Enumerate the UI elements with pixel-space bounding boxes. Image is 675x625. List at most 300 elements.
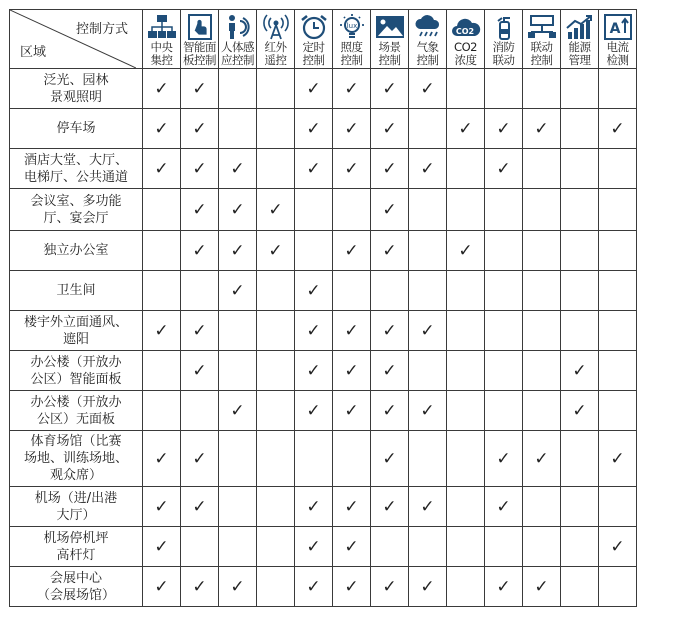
column-label xyxy=(143,41,180,67)
check-mark: ✓ xyxy=(154,159,169,179)
check-cell xyxy=(599,109,637,149)
table-row xyxy=(10,271,637,311)
area-label-line: 电梯厅、公共通道 xyxy=(23,169,128,185)
table-row xyxy=(10,149,637,189)
check-cell xyxy=(561,431,599,487)
check-mark: ✓ xyxy=(344,537,359,557)
check-cell xyxy=(447,231,485,271)
check-cell xyxy=(371,271,409,311)
check-mark: ✓ xyxy=(382,321,397,341)
check-mark: ✓ xyxy=(344,361,359,381)
check-cell xyxy=(447,311,485,351)
column-label-line2: 控制 xyxy=(378,52,401,67)
check-cell xyxy=(409,351,447,391)
check-mark: ✓ xyxy=(534,449,549,469)
check-mark: ✓ xyxy=(610,449,625,469)
check-cell xyxy=(257,271,295,311)
check-cell xyxy=(143,311,181,351)
check-cell xyxy=(561,391,599,431)
check-cell xyxy=(219,391,257,431)
check-cell xyxy=(523,149,561,189)
check-cell xyxy=(447,391,485,431)
corner-top-label: 控制方式 xyxy=(75,22,128,37)
check-cell xyxy=(333,487,371,527)
column-header-landscape xyxy=(371,10,409,69)
check-mark: ✓ xyxy=(230,241,245,261)
check-mark: ✓ xyxy=(382,119,397,139)
check-mark: ✓ xyxy=(344,79,359,99)
column-label-line2: 遥控 xyxy=(264,52,287,67)
check-cell xyxy=(485,109,523,149)
column-label xyxy=(485,41,522,67)
check-cell xyxy=(523,391,561,431)
check-mark: ✓ xyxy=(192,79,207,99)
check-cell xyxy=(181,271,219,311)
check-mark: ✓ xyxy=(382,79,397,99)
check-mark: ✓ xyxy=(496,577,511,597)
check-cell xyxy=(295,431,333,487)
column-label-line2: 检测 xyxy=(606,52,629,67)
check-cell xyxy=(143,149,181,189)
motion-sensor-icon xyxy=(223,14,253,40)
check-cell xyxy=(561,271,599,311)
check-cell xyxy=(219,527,257,567)
touch-panel-icon xyxy=(185,14,215,40)
check-cell xyxy=(333,391,371,431)
area-cell xyxy=(10,69,143,109)
check-mark: ✓ xyxy=(382,159,397,179)
check-cell xyxy=(295,311,333,351)
area-cell xyxy=(10,567,143,607)
check-cell xyxy=(523,431,561,487)
check-cell xyxy=(523,231,561,271)
column-label-line2: 浓度 xyxy=(454,52,477,67)
check-cell xyxy=(371,351,409,391)
column-header-co2 xyxy=(447,10,485,69)
fire-extinguisher-icon xyxy=(489,14,519,40)
check-mark: ✓ xyxy=(230,401,245,421)
check-cell xyxy=(181,527,219,567)
area-label-line: 厅、宴会厅 xyxy=(43,210,109,226)
area-label-line: 办公楼（开放办 xyxy=(30,354,122,370)
check-cell xyxy=(599,311,637,351)
svg-text:CO2: CO2 xyxy=(455,26,474,36)
column-header-linkage xyxy=(523,10,561,69)
column-header-energy-chart xyxy=(561,10,599,69)
check-cell xyxy=(143,231,181,271)
check-mark: ✓ xyxy=(458,119,473,139)
check-cell xyxy=(599,431,637,487)
check-mark: ✓ xyxy=(230,159,245,179)
check-cell xyxy=(143,69,181,109)
area-label-line: 场地、训练场地、 xyxy=(23,451,128,466)
area-label-line: 体育场馆（比赛 xyxy=(30,434,122,449)
check-cell xyxy=(333,431,371,487)
check-cell xyxy=(295,231,333,271)
check-cell xyxy=(485,391,523,431)
check-cell xyxy=(181,149,219,189)
check-mark: ✓ xyxy=(496,497,511,517)
check-mark: ✓ xyxy=(154,321,169,341)
table-row xyxy=(10,311,637,351)
corner-bottom-label: 区域 xyxy=(20,45,47,60)
check-mark: ✓ xyxy=(610,537,625,557)
column-label-line2: 管理 xyxy=(568,52,591,67)
check-cell xyxy=(295,69,333,109)
area-label-line: （会展场馆） xyxy=(36,587,115,603)
check-cell xyxy=(257,487,295,527)
check-cell xyxy=(257,69,295,109)
check-cell xyxy=(219,231,257,271)
area-label-line: 机场（进/出港 xyxy=(34,490,118,506)
column-label-line1: CO2 xyxy=(454,39,477,54)
check-mark: ✓ xyxy=(382,241,397,261)
table-row xyxy=(10,109,637,149)
table-row xyxy=(10,431,637,487)
check-mark: ✓ xyxy=(496,159,511,179)
check-mark: ✓ xyxy=(192,577,207,597)
check-cell xyxy=(409,271,447,311)
check-cell xyxy=(523,271,561,311)
column-label-line1: 场景 xyxy=(378,39,401,54)
check-mark: ✓ xyxy=(382,497,397,517)
check-mark: ✓ xyxy=(534,577,549,597)
column-label-line2: 联动 xyxy=(492,52,515,67)
current-detect-icon xyxy=(603,14,633,40)
check-cell xyxy=(599,271,637,311)
area-label-line: 会展中心 xyxy=(49,570,102,586)
check-mark: ✓ xyxy=(306,537,321,557)
check-mark: ✓ xyxy=(268,200,283,220)
column-header-infrared xyxy=(257,10,295,69)
check-cell xyxy=(561,189,599,231)
check-mark: ✓ xyxy=(382,401,397,421)
check-cell xyxy=(333,271,371,311)
check-mark: ✓ xyxy=(192,200,207,220)
check-cell xyxy=(371,149,409,189)
check-mark: ✓ xyxy=(382,200,397,220)
check-cell xyxy=(561,149,599,189)
check-cell xyxy=(257,149,295,189)
column-label-line1: 照度 xyxy=(340,39,363,54)
area-cell xyxy=(10,109,143,149)
check-cell xyxy=(257,311,295,351)
area-label-line: 楼宇外立面通风、 xyxy=(23,314,128,330)
check-mark: ✓ xyxy=(420,321,435,341)
column-label xyxy=(561,41,598,67)
column-label-line2: 集控 xyxy=(150,52,173,67)
area-label-line: 独立办公室 xyxy=(43,243,109,258)
area-cell xyxy=(10,231,143,271)
area-label-line: 高杆灯 xyxy=(56,547,96,563)
check-cell xyxy=(561,231,599,271)
check-cell xyxy=(333,189,371,231)
column-label-line1: 中央 xyxy=(150,39,173,54)
check-mark: ✓ xyxy=(420,401,435,421)
check-cell xyxy=(257,109,295,149)
check-mark: ✓ xyxy=(306,497,321,517)
check-cell xyxy=(181,69,219,109)
column-label-line1: 气象 xyxy=(416,39,439,54)
area-label-line: 酒店大堂、大厅、 xyxy=(23,152,128,168)
check-mark: ✓ xyxy=(344,401,359,421)
check-cell xyxy=(409,527,447,567)
column-label-line1: 定时 xyxy=(302,39,325,54)
check-cell xyxy=(599,69,637,109)
column-label-line1: 能源 xyxy=(568,39,591,54)
check-cell xyxy=(181,487,219,527)
check-cell xyxy=(409,567,447,607)
column-label-line1: 电流 xyxy=(606,39,629,54)
column-label xyxy=(371,41,408,67)
check-mark: ✓ xyxy=(344,321,359,341)
check-cell xyxy=(257,567,295,607)
check-mark: ✓ xyxy=(496,119,511,139)
energy-chart-icon xyxy=(565,14,595,40)
check-cell xyxy=(295,109,333,149)
check-cell xyxy=(181,189,219,231)
check-mark: ✓ xyxy=(230,281,245,301)
check-cell xyxy=(523,311,561,351)
area-label-line: 遮阳 xyxy=(62,331,89,347)
check-cell xyxy=(447,567,485,607)
check-cell xyxy=(181,391,219,431)
check-cell xyxy=(599,391,637,431)
check-cell xyxy=(181,431,219,487)
check-cell xyxy=(371,487,409,527)
check-cell xyxy=(143,109,181,149)
check-cell xyxy=(143,391,181,431)
check-cell xyxy=(485,149,523,189)
linkage-icon xyxy=(527,14,557,40)
check-cell xyxy=(599,527,637,567)
check-cell xyxy=(409,431,447,487)
check-mark: ✓ xyxy=(192,361,207,381)
check-cell xyxy=(409,487,447,527)
check-cell xyxy=(219,189,257,231)
header-row xyxy=(10,10,637,69)
check-cell xyxy=(333,567,371,607)
check-mark: ✓ xyxy=(420,79,435,99)
check-mark: ✓ xyxy=(572,361,587,381)
corner-cell xyxy=(10,10,143,69)
check-mark: ✓ xyxy=(344,577,359,597)
area-cell xyxy=(10,487,143,527)
check-mark: ✓ xyxy=(344,119,359,139)
check-cell xyxy=(333,311,371,351)
column-header-network xyxy=(143,10,181,69)
column-label xyxy=(447,41,484,67)
check-cell xyxy=(333,231,371,271)
check-mark: ✓ xyxy=(230,577,245,597)
column-header-fire-extinguisher xyxy=(485,10,523,69)
check-cell xyxy=(371,109,409,149)
check-cell xyxy=(333,527,371,567)
check-cell xyxy=(523,109,561,149)
check-cell xyxy=(561,567,599,607)
check-mark: ✓ xyxy=(192,159,207,179)
check-mark: ✓ xyxy=(192,119,207,139)
alarm-clock-icon xyxy=(299,14,329,40)
check-cell xyxy=(219,567,257,607)
column-label-line2: 应控制 xyxy=(221,52,254,67)
check-cell xyxy=(295,391,333,431)
check-mark: ✓ xyxy=(344,159,359,179)
check-cell xyxy=(485,311,523,351)
check-cell xyxy=(181,351,219,391)
check-cell xyxy=(371,567,409,607)
area-label-line: 卫生间 xyxy=(56,283,96,298)
area-cell xyxy=(10,311,143,351)
network-icon xyxy=(147,14,177,40)
column-label-line2: 控制 xyxy=(340,52,363,67)
check-cell xyxy=(219,69,257,109)
check-cell xyxy=(143,431,181,487)
check-mark: ✓ xyxy=(344,241,359,261)
check-cell xyxy=(561,527,599,567)
check-cell xyxy=(333,109,371,149)
column-header-alarm-clock xyxy=(295,10,333,69)
column-label xyxy=(257,41,294,67)
check-cell xyxy=(143,487,181,527)
check-cell xyxy=(371,391,409,431)
check-cell xyxy=(485,567,523,607)
area-cell xyxy=(10,351,143,391)
check-cell xyxy=(523,351,561,391)
check-cell xyxy=(181,231,219,271)
column-label-line1: 联动 xyxy=(530,39,553,54)
check-cell xyxy=(409,391,447,431)
check-cell xyxy=(257,391,295,431)
co2-icon xyxy=(451,14,481,40)
check-mark: ✓ xyxy=(154,79,169,99)
check-cell xyxy=(257,351,295,391)
column-label xyxy=(333,41,370,67)
check-cell xyxy=(561,69,599,109)
check-cell xyxy=(447,149,485,189)
control-matrix-table xyxy=(9,9,637,607)
light-sensor-icon xyxy=(337,14,367,40)
check-cell xyxy=(143,527,181,567)
column-label-line2: 控制 xyxy=(416,52,439,67)
check-mark: ✓ xyxy=(572,401,587,421)
column-header-weather xyxy=(409,10,447,69)
column-header-motion-sensor xyxy=(219,10,257,69)
table-row xyxy=(10,231,637,271)
check-cell xyxy=(181,109,219,149)
area-cell xyxy=(10,431,143,487)
area-label-line: 景观照明 xyxy=(49,89,102,105)
check-cell xyxy=(257,189,295,231)
column-label xyxy=(219,41,256,67)
area-label-line: 公区）无面板 xyxy=(36,411,115,427)
check-cell xyxy=(409,311,447,351)
check-mark: ✓ xyxy=(154,449,169,469)
column-label xyxy=(599,41,636,67)
check-mark: ✓ xyxy=(458,241,473,261)
check-mark: ✓ xyxy=(306,79,321,99)
column-label-line2: 控制 xyxy=(302,52,325,67)
check-cell xyxy=(599,189,637,231)
check-cell xyxy=(219,351,257,391)
column-header-touch-panel xyxy=(181,10,219,69)
area-label-line: 大厅） xyxy=(56,507,96,523)
check-cell xyxy=(219,109,257,149)
check-cell xyxy=(485,231,523,271)
area-label-line: 公区）智能面板 xyxy=(30,371,122,387)
check-cell xyxy=(295,527,333,567)
column-label-line2: 控制 xyxy=(530,52,553,67)
check-cell xyxy=(485,487,523,527)
check-cell xyxy=(257,527,295,567)
check-mark: ✓ xyxy=(154,119,169,139)
check-mark: ✓ xyxy=(192,241,207,261)
check-cell xyxy=(181,567,219,607)
area-label-line: 泛光、园林 xyxy=(43,72,109,88)
column-header-current-detect xyxy=(599,10,637,69)
check-cell xyxy=(371,231,409,271)
area-cell xyxy=(10,149,143,189)
column-label xyxy=(181,41,218,67)
check-cell xyxy=(333,149,371,189)
check-cell xyxy=(485,271,523,311)
check-mark: ✓ xyxy=(306,321,321,341)
check-cell xyxy=(599,487,637,527)
area-label-line: 停车场 xyxy=(56,121,96,136)
check-mark: ✓ xyxy=(192,497,207,517)
check-cell xyxy=(599,231,637,271)
column-label-line1: 智能面 xyxy=(183,39,216,54)
check-cell xyxy=(523,527,561,567)
check-cell xyxy=(599,567,637,607)
check-cell xyxy=(523,567,561,607)
check-cell xyxy=(295,189,333,231)
check-mark: ✓ xyxy=(382,577,397,597)
check-cell xyxy=(219,271,257,311)
check-cell xyxy=(295,351,333,391)
check-mark: ✓ xyxy=(192,321,207,341)
check-mark: ✓ xyxy=(306,119,321,139)
check-cell xyxy=(219,311,257,351)
check-cell xyxy=(409,189,447,231)
check-mark: ✓ xyxy=(306,577,321,597)
check-cell xyxy=(523,69,561,109)
check-cell xyxy=(447,69,485,109)
check-cell xyxy=(143,189,181,231)
svg-text:A: A xyxy=(609,20,620,37)
check-mark: ✓ xyxy=(420,159,435,179)
check-mark: ✓ xyxy=(268,241,283,261)
table-row xyxy=(10,487,637,527)
check-cell xyxy=(181,311,219,351)
table-body xyxy=(10,69,637,607)
check-cell xyxy=(599,351,637,391)
check-cell xyxy=(295,487,333,527)
check-cell xyxy=(333,69,371,109)
check-cell xyxy=(219,149,257,189)
check-cell xyxy=(409,149,447,189)
check-cell xyxy=(599,149,637,189)
check-cell xyxy=(447,351,485,391)
column-header-light-sensor xyxy=(333,10,371,69)
check-mark: ✓ xyxy=(230,200,245,220)
check-mark: ✓ xyxy=(534,119,549,139)
table-row xyxy=(10,567,637,607)
column-label xyxy=(295,41,332,67)
check-mark: ✓ xyxy=(382,361,397,381)
check-mark: ✓ xyxy=(344,497,359,517)
area-cell xyxy=(10,527,143,567)
